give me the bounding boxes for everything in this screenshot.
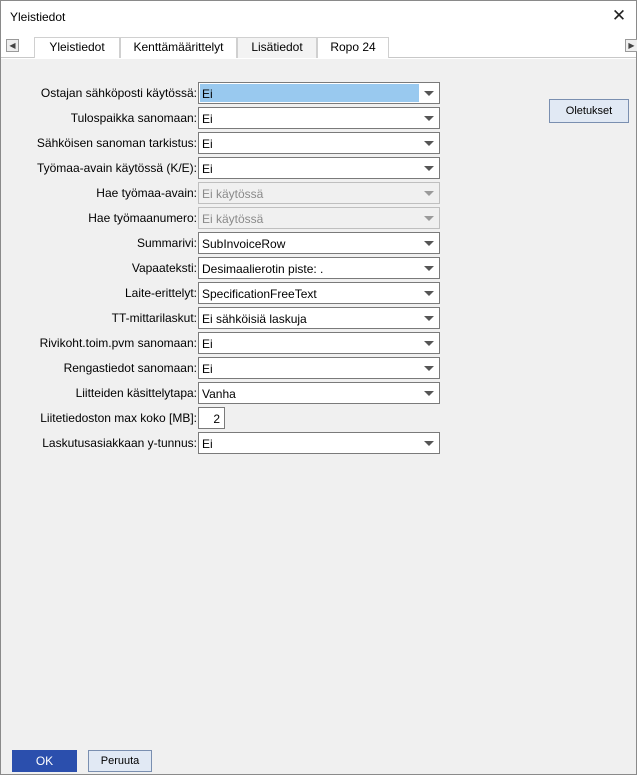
cancel-button[interactable]: Peruuta xyxy=(88,750,152,772)
tab-yleistiedot[interactable] xyxy=(34,37,120,58)
field-label: Hae työmaanumero: xyxy=(88,211,197,225)
select-value: Ei xyxy=(202,137,213,151)
field-label: Laskutusasiakkaan y-tunnus: xyxy=(42,436,197,450)
select-value: Ei xyxy=(202,112,213,126)
input-value: 2 xyxy=(213,412,220,426)
tulospaikka-select[interactable] xyxy=(198,107,440,129)
dialog-footer xyxy=(1,744,636,774)
rengastiedot-select[interactable] xyxy=(198,357,440,379)
liitteiden-kasittelytapa-select[interactable] xyxy=(198,382,440,404)
sanoman-tarkistus-select[interactable] xyxy=(198,132,440,154)
select-value: Ei xyxy=(202,362,213,376)
field-row xyxy=(1,282,441,304)
field-label: Sähköisen sanoman tarkistus: xyxy=(36,136,197,150)
field-row xyxy=(1,407,441,429)
tab-strip xyxy=(1,36,636,58)
chevron-down-icon[interactable] xyxy=(424,141,434,146)
field-label: Rivikoht.toim.pvm sanomaan: xyxy=(39,336,197,350)
select-value: Ei xyxy=(202,162,213,176)
ok-button[interactable]: OK xyxy=(12,750,77,772)
field-label: Summarivi: xyxy=(136,236,197,250)
hae-tyomaa-avain-select xyxy=(198,182,440,204)
field-label: Työmaa-avain käytössä (K/E): xyxy=(36,161,197,175)
chevron-down-icon[interactable] xyxy=(424,241,434,246)
select-value: Ei käytössä xyxy=(202,187,264,201)
tyomaa-avain-select[interactable] xyxy=(198,157,440,179)
laskutusasiakkaan-y-tunnus-select[interactable] xyxy=(198,432,440,454)
liitetiedosto-max-koko-input[interactable] xyxy=(198,407,225,429)
select-value: Ei käytössä xyxy=(202,212,264,226)
scroll-right-icon[interactable]: ▶ xyxy=(625,39,637,52)
chevron-down-icon[interactable] xyxy=(424,316,434,321)
tab-kenttamaarittelyt[interactable] xyxy=(120,37,237,58)
field-label: Liitteiden käsittelytapa: xyxy=(75,386,197,400)
select-value: Ei sähköisiä laskuja xyxy=(202,312,307,326)
chevron-down-icon[interactable] xyxy=(424,366,434,371)
field-row xyxy=(1,82,441,104)
field-row xyxy=(1,157,441,179)
tab-label: Ropo 24 xyxy=(330,40,376,54)
field-row xyxy=(1,107,441,129)
field-label: TT-mittarilaskut: xyxy=(111,311,197,325)
chevron-down-icon[interactable] xyxy=(424,441,434,446)
chevron-down-icon xyxy=(424,191,434,196)
close-icon[interactable]: ✕ xyxy=(611,6,627,25)
tab-ropo-24[interactable] xyxy=(317,37,389,58)
select-value: Desimaalierotin piste: . xyxy=(202,262,324,276)
select-value: SpecificationFreeText xyxy=(202,287,317,301)
rivikoht-toim-pvm-select[interactable] xyxy=(198,332,440,354)
select-value: SubInvoiceRow xyxy=(202,237,286,251)
tab-label: Kenttämäärittelyt xyxy=(133,40,224,54)
field-label: Ostajan sähköposti käytössä: xyxy=(40,86,197,100)
ostajan-sahkoposti-select[interactable] xyxy=(198,82,440,104)
field-label: Laite-erittelyt: xyxy=(124,286,197,300)
laite-erittelyt-select[interactable] xyxy=(198,282,440,304)
selection-highlight xyxy=(200,84,419,102)
select-value: Ei xyxy=(202,437,213,451)
chevron-down-icon[interactable] xyxy=(424,116,434,121)
tab-label: Lisätiedot xyxy=(251,40,303,54)
field-row xyxy=(1,357,441,379)
field-row xyxy=(1,232,441,254)
field-label: Hae työmaa-avain: xyxy=(96,186,197,200)
field-row xyxy=(1,307,441,329)
field-label: Liitetiedoston max koko [MB]: xyxy=(40,411,197,425)
field-label: Tulospaikka sanomaan: xyxy=(70,111,197,125)
chevron-down-icon[interactable] xyxy=(424,166,434,171)
field-row xyxy=(1,132,441,154)
tab-content xyxy=(1,59,636,744)
tab-lisatiedot[interactable] xyxy=(237,37,317,58)
field-label: Rengastiedot sanomaan: xyxy=(63,361,197,375)
select-value: Ei xyxy=(202,337,213,351)
chevron-down-icon[interactable] xyxy=(424,266,434,271)
chevron-down-icon[interactable] xyxy=(424,391,434,396)
field-row xyxy=(1,182,441,204)
chevron-down-icon[interactable] xyxy=(424,341,434,346)
chevron-down-icon xyxy=(424,216,434,221)
defaults-button[interactable]: Oletukset xyxy=(549,99,629,123)
field-row xyxy=(1,432,441,454)
summarivi-select[interactable] xyxy=(198,232,440,254)
chevron-down-icon[interactable] xyxy=(424,291,434,296)
chevron-down-icon[interactable] xyxy=(424,91,434,96)
field-row xyxy=(1,382,441,404)
vapaateksti-select[interactable] xyxy=(198,257,440,279)
field-row xyxy=(1,207,441,229)
hae-tyomaanumero-select xyxy=(198,207,440,229)
select-value: Vanha xyxy=(202,387,236,401)
tt-mittarilaskut-select[interactable] xyxy=(198,307,440,329)
field-row xyxy=(1,257,441,279)
field-row xyxy=(1,332,441,354)
field-label: Vapaateksti: xyxy=(131,261,197,275)
select-value: Ei xyxy=(202,87,213,101)
window-title: Yleistiedot xyxy=(10,10,66,24)
tab-label: Yleistiedot xyxy=(49,40,105,54)
scroll-left-icon[interactable]: ◀ xyxy=(6,39,19,52)
title-bar xyxy=(1,1,636,31)
